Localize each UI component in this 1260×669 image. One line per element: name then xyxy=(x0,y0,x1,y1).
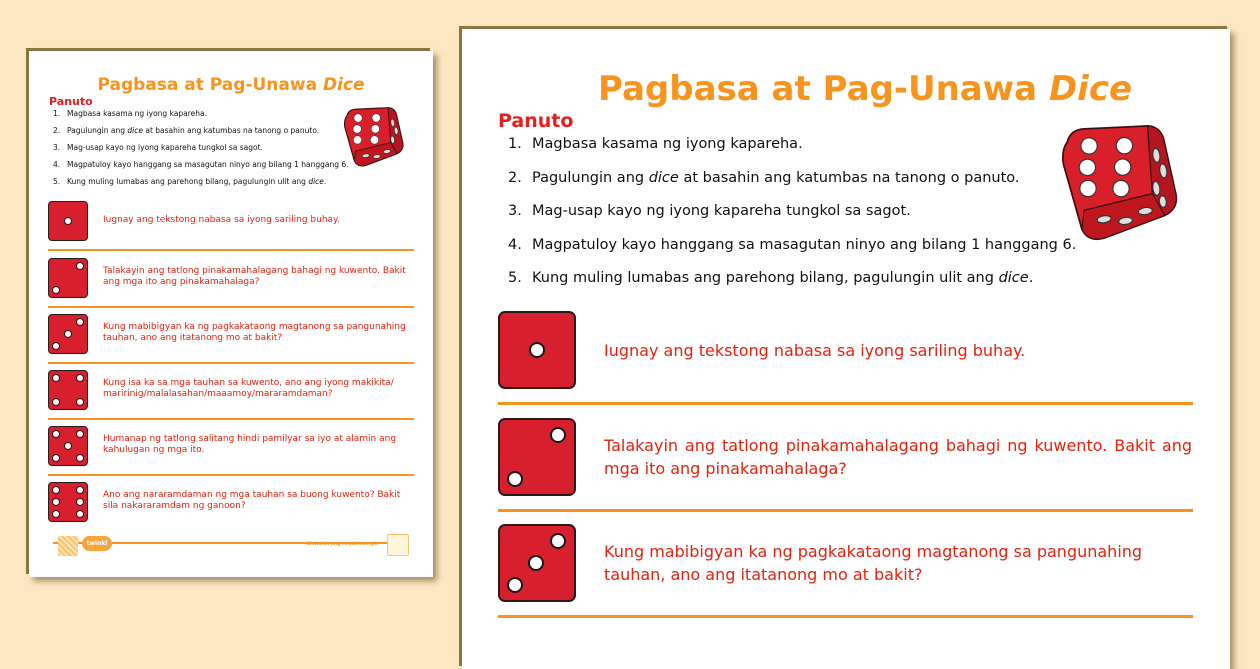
question-row-4 xyxy=(48,370,414,427)
question-row-3 xyxy=(48,314,414,371)
question-row-1 xyxy=(48,201,414,258)
worksheet-detail xyxy=(462,29,1230,669)
twinkl-logo: twinkl xyxy=(82,536,112,551)
separator xyxy=(498,615,1193,618)
die-face-two-icon xyxy=(48,258,88,298)
worksheet-title: Pagbasa at Pag-Unawa Dice xyxy=(597,69,1133,109)
instruction-item: 2. Pagulungin ang dice at basahin ang katumbas na tanong o panuto. xyxy=(508,169,1020,186)
question-text: Kung isa ka sa mga tauhan sa kuwento, ano ang iyong makikita/ maririnig/malalasahan/maaamoy/mararamdaman? xyxy=(103,378,394,399)
question-text: Ano ang nararamdaman ng mga tauhan sa buong kuwento? Bakit sila nakararamdam ng ganoon? xyxy=(103,490,401,511)
question-row-2 xyxy=(48,258,414,315)
question-text: Iugnay ang tekstong nabasa sa iyong sariling buhay. xyxy=(103,215,340,225)
instruction-item: 1. Magbasa kasama ng iyong kapareha. xyxy=(508,136,803,152)
separator xyxy=(498,402,1193,405)
instruction-item: 5. Kung muling lumabas ang parehong bilang, pagulungin ulit ang dice. xyxy=(53,177,327,186)
question-text: Iugnay ang tekstong nabasa sa iyong sariling buhay. xyxy=(604,341,1026,360)
instruction-item: 4. Magpatuloy kayo hanggang sa masagutan ninyo ang bilang 1 hanggang 6. xyxy=(508,236,1077,253)
quality-badge-icon xyxy=(387,534,409,556)
instruction-item: 2. Pagulungin ang dice at basahin ang katumbas na tanong o panuto. xyxy=(53,126,320,135)
instructions-list xyxy=(508,135,1076,303)
separator xyxy=(48,306,414,308)
separator xyxy=(48,474,414,476)
die-face-one-icon xyxy=(48,201,88,241)
question-row-1 xyxy=(498,311,1193,418)
instruction-item: 5. Kung muling lumabas ang parehong bilang, pagulungin ulit ang dice. xyxy=(508,270,1034,286)
dice-icon xyxy=(339,99,411,171)
question-text: Kung mabibigyan ka ng pagkakataong magtanong sa pangunahing tauhan, ano ang itatanong mo at bakit? xyxy=(103,322,406,343)
die-face-three-icon xyxy=(48,314,88,354)
instructions-list xyxy=(53,109,349,194)
separator xyxy=(48,418,414,420)
question-text: Talakayin ang tatlong pinakamahalagang bahagi ng kuwento. Bakit ang mga ito ang pinakamahalaga? xyxy=(604,436,1192,478)
die-face-four-icon xyxy=(48,370,88,410)
question-row-2 xyxy=(498,418,1193,525)
separator xyxy=(498,509,1193,512)
instruction-item: 4. Magpatuloy kayo hanggang sa masagutan ninyo ang bilang 1 hanggang 6. xyxy=(53,160,349,169)
die-face-one-icon xyxy=(498,311,576,389)
separator xyxy=(48,362,414,364)
instructions-heading: Panuto xyxy=(498,110,574,132)
instruction-item: 1. Magbasa kasama ng iyong kapareha. xyxy=(53,109,208,118)
die-face-five-icon xyxy=(48,426,88,466)
qr-code-icon xyxy=(58,536,78,556)
separator xyxy=(48,249,414,251)
question-text: Kung mabibigyan ka ng pagkakataong magtanong sa pangunahing tauhan, ano ang itatanong mo at bakit? xyxy=(604,542,1143,584)
footer-link[interactable]: Bisitahin ang twinkl.com.ph xyxy=(307,542,378,547)
instruction-item: 3. Mag-usap kayo ng iyong kapareha tungkol sa sagot. xyxy=(53,143,263,152)
question-text: Humanap ng tatlong salitang hindi pamilyar sa iyo at alamin ang kahulugan ng mga ito. xyxy=(103,434,397,455)
question-text: Talakayin ang tatlong pinakamahalagang bahagi ng kuwento. Bakit ang mga ito ang pinakamahalaga? xyxy=(103,266,406,287)
die-face-two-icon xyxy=(498,418,576,496)
question-row-5 xyxy=(48,426,414,483)
worksheet-thumbnail xyxy=(29,51,433,577)
die-face-six-icon xyxy=(48,482,88,522)
worksheet-title: Pagbasa at Pag-Unawa Dice xyxy=(97,75,365,95)
question-row-3 xyxy=(498,524,1193,631)
instruction-item: 3. Mag-usap kayo ng iyong kapareha tungkol sa sagot. xyxy=(508,203,911,219)
die-face-three-icon xyxy=(498,524,576,602)
question-row-6 xyxy=(48,482,414,539)
instructions-heading: Panuto xyxy=(49,95,93,108)
